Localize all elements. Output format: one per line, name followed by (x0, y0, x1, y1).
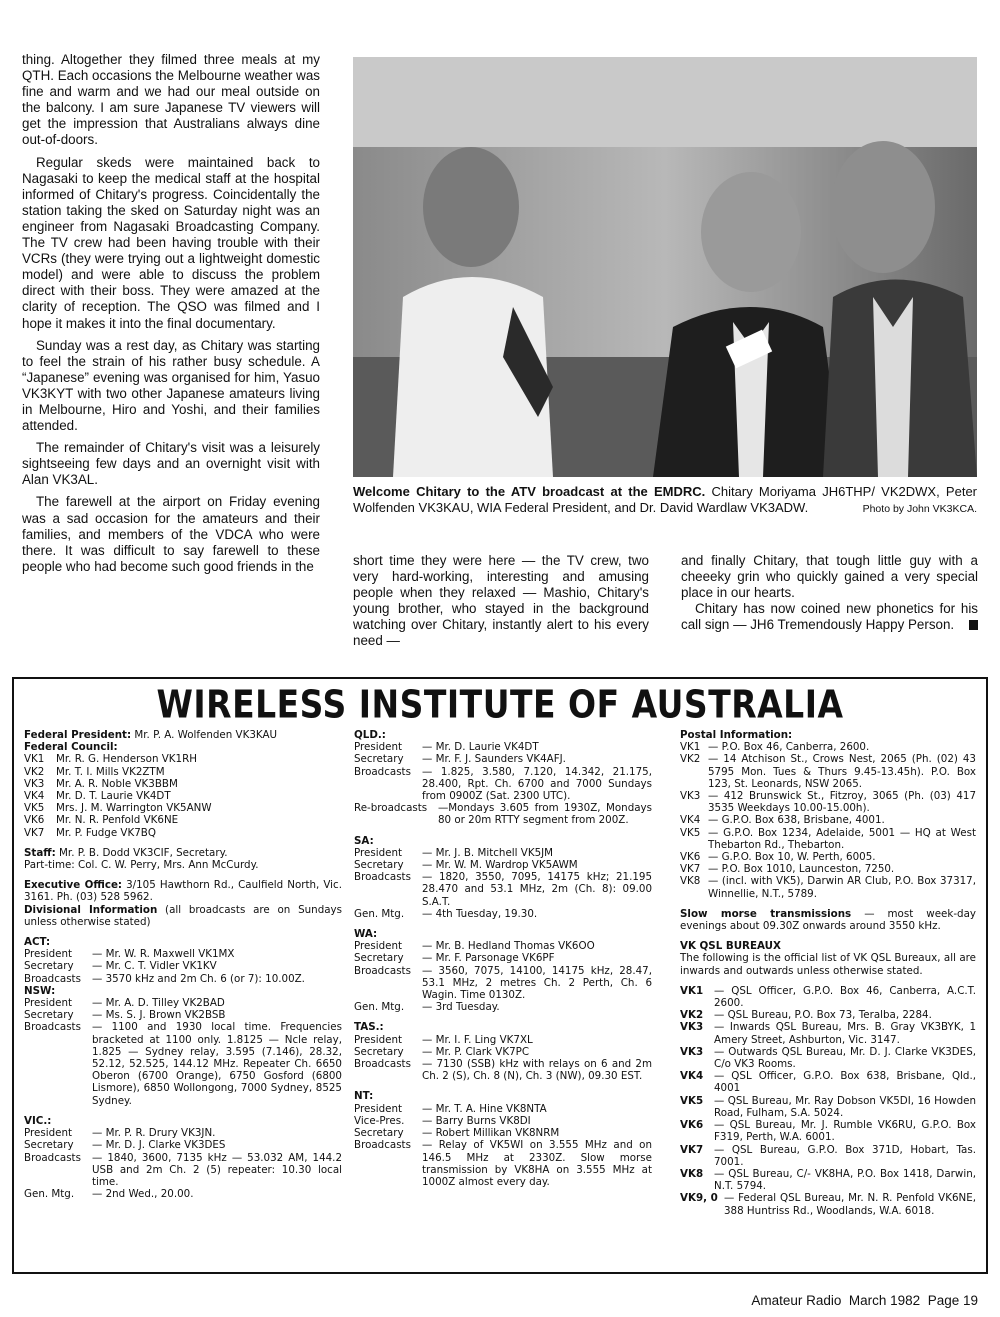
magazine-name: Amateur Radio (751, 1293, 842, 1308)
list-item: President — Mr. D. Laurie VK4DT (354, 741, 539, 754)
list-item: President — Mr. J. B. Mitchell VK5JM (354, 846, 554, 859)
directory-column-3 (680, 729, 976, 1217)
list-item: President — Mr. A. D. Tilley VK2BAD (24, 997, 225, 1010)
list-item: Secretary — Robert Millikan VK8NRM (354, 1127, 560, 1140)
list-item: VK1 Mr. R. G. Henderson VK1RH (24, 753, 197, 766)
list-item: VK4 — QSL Officer, G.P.O. Box 638, Brisbane, Qld., 4001 (680, 1070, 976, 1095)
list-item: President — Mr. W. R. Maxwell VK1MX (24, 948, 235, 961)
list-item: Broadcasts — Relay of VK5WI on 3.555 MHz and on 146.5 MHz at 2330Z. Slow morse transmission by VK8HA on 3.555 MHz at 1000Z almost every day. (354, 1139, 652, 1188)
list-item: VK1 — P.O. Box 46, Canberra, 2600. (680, 741, 870, 754)
paragraph: The remainder of Chitary's visit was a leisurely sightseeing few days and an overnight visit with Alan VK3AL. (22, 440, 320, 488)
vic-heading: VIC.: (24, 1114, 52, 1127)
qsl-heading: VK QSL BUREAUX (680, 940, 781, 953)
list-item: Broadcasts — 1820, 3550, 7095, 14175 kHz; 21.195 28.470 and 53.1 MHz, 2m (Ch. 8): 09.00 S.A.T. (354, 871, 652, 908)
list-item: President — Mr. I. F. Ling VK7XL (354, 1033, 533, 1046)
list-item: VK7 — P.O. Box 1010, Launceston, 7250. (680, 863, 895, 876)
list-item: VK3 — 412 Brunswick St., Fitzroy, 3065 (Ph. (03) 417 3535 Weekdays 10.00-15.00h). (680, 790, 976, 815)
list-item: VK7 Mr. P. Fudge VK7BQ (24, 826, 156, 839)
tas-heading: TAS.: (354, 1021, 384, 1034)
middle-article-column (353, 553, 649, 650)
list-item: Secretary — Mr. W. M. Wardrop VK5AWM (354, 859, 578, 872)
paragraph (681, 601, 978, 633)
list-item: VK5 — G.P.O. Box 1234, Adelaide, 5001 — HQ at West Thebarton Rd., Thebarton. (680, 826, 976, 851)
list-item: VK2 Mr. T. I. Mills VK2ZTM (24, 765, 165, 778)
list-item: VK5 — QSL Bureau, Mr. Ray Dobson VK5DI, 16 Howden Road, Fulham, S.A. 5024. (680, 1094, 976, 1119)
list-item: VK6 — QSL Bureau, Mr. J. Rumble VK6RU, G.P.O. Box F319, Perth, W.A. 6001. (680, 1119, 976, 1144)
nt-heading: NT: (354, 1090, 374, 1103)
list-item: Secretary — Mr. F. Parsonage VK6PF (354, 952, 555, 965)
list-item: President — Mr. T. A. Hine VK8NTA (354, 1102, 547, 1115)
page-footer (751, 1293, 978, 1308)
staff: Staff: Mr. P. B. Dodd VK3CIF, Secretary. (24, 846, 228, 859)
federal-council-heading: Federal Council: (24, 741, 118, 754)
list-item: VK6 Mr. N. R. Penfold VK6NE (24, 814, 179, 827)
page-number: Page 19 (927, 1293, 978, 1308)
list-item: Gen. Mtg. — 3rd Tuesday. (354, 1001, 500, 1014)
list-item: VK2 — QSL Bureau, P.O. Box 73, Teralba, 2284. (680, 1009, 932, 1022)
paragraph: short time they were here — the TV crew, two very hard-working, interesting and amusing people when they relaxed — Mashio, Chitary's young brother, who stayed in the background watching over Chitary, instantly alert to his every need — (353, 553, 649, 649)
photo-illustration (353, 57, 977, 477)
executive-office: Executive Office: 3/105 Hawthorn Rd., Caulfield North, Vic. 3161. Ph. (03) 528 5962. (24, 879, 342, 904)
right-article-column (681, 553, 978, 633)
list-item: Gen. Mtg. — 2nd Wed., 20.00. (24, 1188, 194, 1201)
qld-heading: QLD.: (354, 729, 386, 741)
wia-title: WIRELESS INSTITUTE OF AUSTRALIA (156, 682, 844, 727)
photo-caption (353, 484, 977, 517)
sa-heading: SA: (354, 834, 374, 847)
closing-text: Chitary has now coined new phonetics for his call sign — JH6 Tremendously Happy Person. (681, 601, 978, 633)
list-item: Secretary — Ms. S. J. Brown VK2BSB (24, 1009, 226, 1022)
list-item: VK6 — G.P.O. Box 10, W. Perth, 6005. (680, 851, 876, 864)
list-item: VK3 Mr. A. R. Noble VK3BBM (24, 777, 178, 790)
photo-three-men (353, 57, 977, 477)
act-heading: ACT: (24, 936, 51, 949)
list-item: VK8 — QSL Bureau, C/- VK8HA, P.O. Box 1418, Darwin, N.T. 5794. (680, 1167, 976, 1193)
postal-heading: Postal Information: (680, 729, 793, 741)
list-item: VK9, 0 — Federal QSL Bureau, Mr. N. R. Penfold VK6NE, 388 Huntriss Rd., Woodlands, W.A. 6018. (680, 1192, 976, 1217)
list-item: VK7 — QSL Bureau, G.P.O. Box 371D, Hobart, Tas. 7001. (680, 1143, 976, 1168)
list-item: VK3 — Outwards QSL Bureau, Mr. D. J. Clarke VK3DES, C/o VK3 Rooms. (680, 1045, 976, 1071)
list-item: Broadcasts — 3560, 7075, 14100, 14175 kHz, 28.47, 53.1 MHz, 2 metres Ch. 2 Perth, Ch. 6 Wagin. Time 0130Z. (354, 964, 652, 1002)
list-item: Broadcasts — 1.825, 3.580, 7.120, 14.342, 21.175, 28.400, Rpt. Ch. 6700 and 7000 Sundays from 0900Z (Sat. 2300 UTC). (354, 765, 652, 803)
list-item: VK2 — 14 Atchison St., Crows Nest, 2065 (Ph. (02) 43 5795 Mon. Tues & Thurs 9.45-13.45h). P.O. Box 123, St. Leonards, NSW 2065. (680, 753, 976, 790)
slow-morse: Slow morse transmissions — most week-day evenings about 09.30Z onwards around 3550 kHz. (680, 907, 976, 933)
list-item: President — Mr. B. Hedland Thomas VK6OO (354, 940, 595, 953)
paragraph: Regular skeds were maintained back to Nagasaki to keep the medical staff at the hospital informed of Chitary's progress. Coincidentally the station taking the sked on Saturday night was an engineer from Nagasaki Broadcasting Company. The TV crew had been having trouble with their VCRs (they were trying out a lightweight domestic model) and were able to discuss the problem direct with their boss. They were amazed at the clarity of reception. The QSO was filmed and I hope it makes it into the final documentary. (22, 154, 320, 331)
caption-text: Chitary Moriyama JH6THP/ VK2DWX, Peter Wolfenden VK3KAU, WIA Federal President, and Dr. David Wardlaw VK3ADW. (353, 484, 977, 515)
list-item: Secretary — Mr. F. J. Saunders VK4AFJ. (354, 753, 566, 766)
list-item: VK8 — (incl. with VK5), Darwin AR Club, P.O. Box 37317, Winnellie, N.T., 5789. (680, 875, 976, 900)
photo-credit: Photo by John VK3KCA. (862, 502, 977, 515)
paragraph: and finally Chitary, that tough little guy with a cheeeky grin who quickly gained a very special place in our hearts. (681, 553, 978, 601)
list-item: Vice-Pres. — Barry Burns VK8DI (354, 1114, 531, 1127)
list-item: VK4 — G.P.O. Box 638, Brisbane, 4001. (680, 814, 885, 827)
divisional-information: Divisional Information (all broadcasts are on Sundays unless otherwise stated) (24, 903, 342, 928)
federal-president: Federal President: Mr. P. A. Wolfenden VK3KAU (24, 729, 278, 741)
list-item: Broadcasts — 1100 and 1930 local time. Frequencies bracketed at 1100 only. 1.8125 — Ncle relay, 1.825 — Sydney relay, 3.595 (7.146), 28.32, 52.12, 52.525, 144.12 MHz. Repeater Ch. 6650 Oberon (6700 Orange), 6750 Gosford (6800 Lismore), 6850 Wollongong, 7000 Sydney, 8525 Sydney. (24, 1021, 342, 1107)
directory-column-2 (354, 729, 652, 1188)
end-mark-icon (969, 620, 978, 630)
list-item: VK4 Mr. D. T. Laurie VK4DT (24, 790, 171, 803)
list-item: President — Mr. P. R. Drury VK3JN. (24, 1127, 216, 1140)
paragraph: thing. Altogether they filmed three meals at my QTH. Each occasions the Melbourne weather was fine and warm and we had our meal outside on the balcony. I am sure Japanese TV viewers will get the impression that Australians always dine out-of-doors. (22, 52, 320, 148)
list-item: VK1 — QSL Officer, G.P.O. Box 46, Canberra, A.C.T. 2600. (680, 984, 976, 1010)
nsw-heading: NSW: (24, 984, 56, 997)
list-item: Re-broadcasts —Mondays 3.605 from 1930Z, Mondays 80 or 20m RTTY segment from 200Z. (354, 802, 652, 827)
list-item: Broadcasts — 3570 kHz and 2m Ch. 6 (or 7): 10.00Z. (24, 972, 305, 985)
caption-bold: Welcome Chitary to the ATV broadcast at the EMDRC. (353, 484, 706, 499)
wia-directory-box (12, 677, 988, 1274)
list-item: Secretary — Mr. P. Clark VK7PC (354, 1045, 530, 1058)
part-time-staff: Part-time: Col. C. W. Perry, Mrs. Ann McCurdy. (24, 859, 259, 872)
left-article-column (22, 52, 320, 575)
list-item: Secretary — Mr. C. T. Vidler VK1KV (24, 960, 217, 973)
list-item: Gen. Mtg. — 4th Tuesday, 19.30. (354, 907, 538, 920)
list-item: Secretary — Mr. D. J. Clarke VK3DES (24, 1139, 226, 1152)
qsl-intro: The following is the official list of VK QSL Bureaux, all are inwards and outwards unless otherwise stated. (680, 952, 976, 977)
directory-column-1 (24, 729, 342, 1200)
list-item: VK5 Mrs. J. M. Warrington VK5ANW (24, 802, 212, 815)
list-item: Broadcasts — 1840, 3600, 7135 kHz — 53.032 AM, 144.2 USB and 2m Ch. 2 (5) repeater: 10.30 local time. (24, 1151, 342, 1188)
paragraph: The farewell at the airport on Friday evening was a sad occasion for the amateurs and their families, and members of the VDCA who were there. It was difficult to say farewell to these people who had become such good friends in the (22, 494, 320, 574)
list-item: VK3 — Inwards QSL Bureau, Mrs. B. Gray VK3BYK, 1 Amery Street, Ashburton, Vic. 3147. (680, 1021, 976, 1046)
list-item: Broadcasts — 7130 (SSB) kHz with relays on 6 and 2m Ch. 2 (S), Ch. 8 (N), Ch. 3 (NW), 09.30 EST. (354, 1058, 652, 1083)
wa-heading: WA: (354, 928, 378, 941)
paragraph: Sunday was a rest day, as Chitary was starting to feel the strain of his rather busy schedule. A “Japanese” evening was organised for him, Yasuo VK3KYT with two other Japanese amateurs living in Melbourne, Hiro and Yoshi, and their families attended. (22, 337, 320, 434)
issue-date: March 1982 (848, 1293, 921, 1308)
